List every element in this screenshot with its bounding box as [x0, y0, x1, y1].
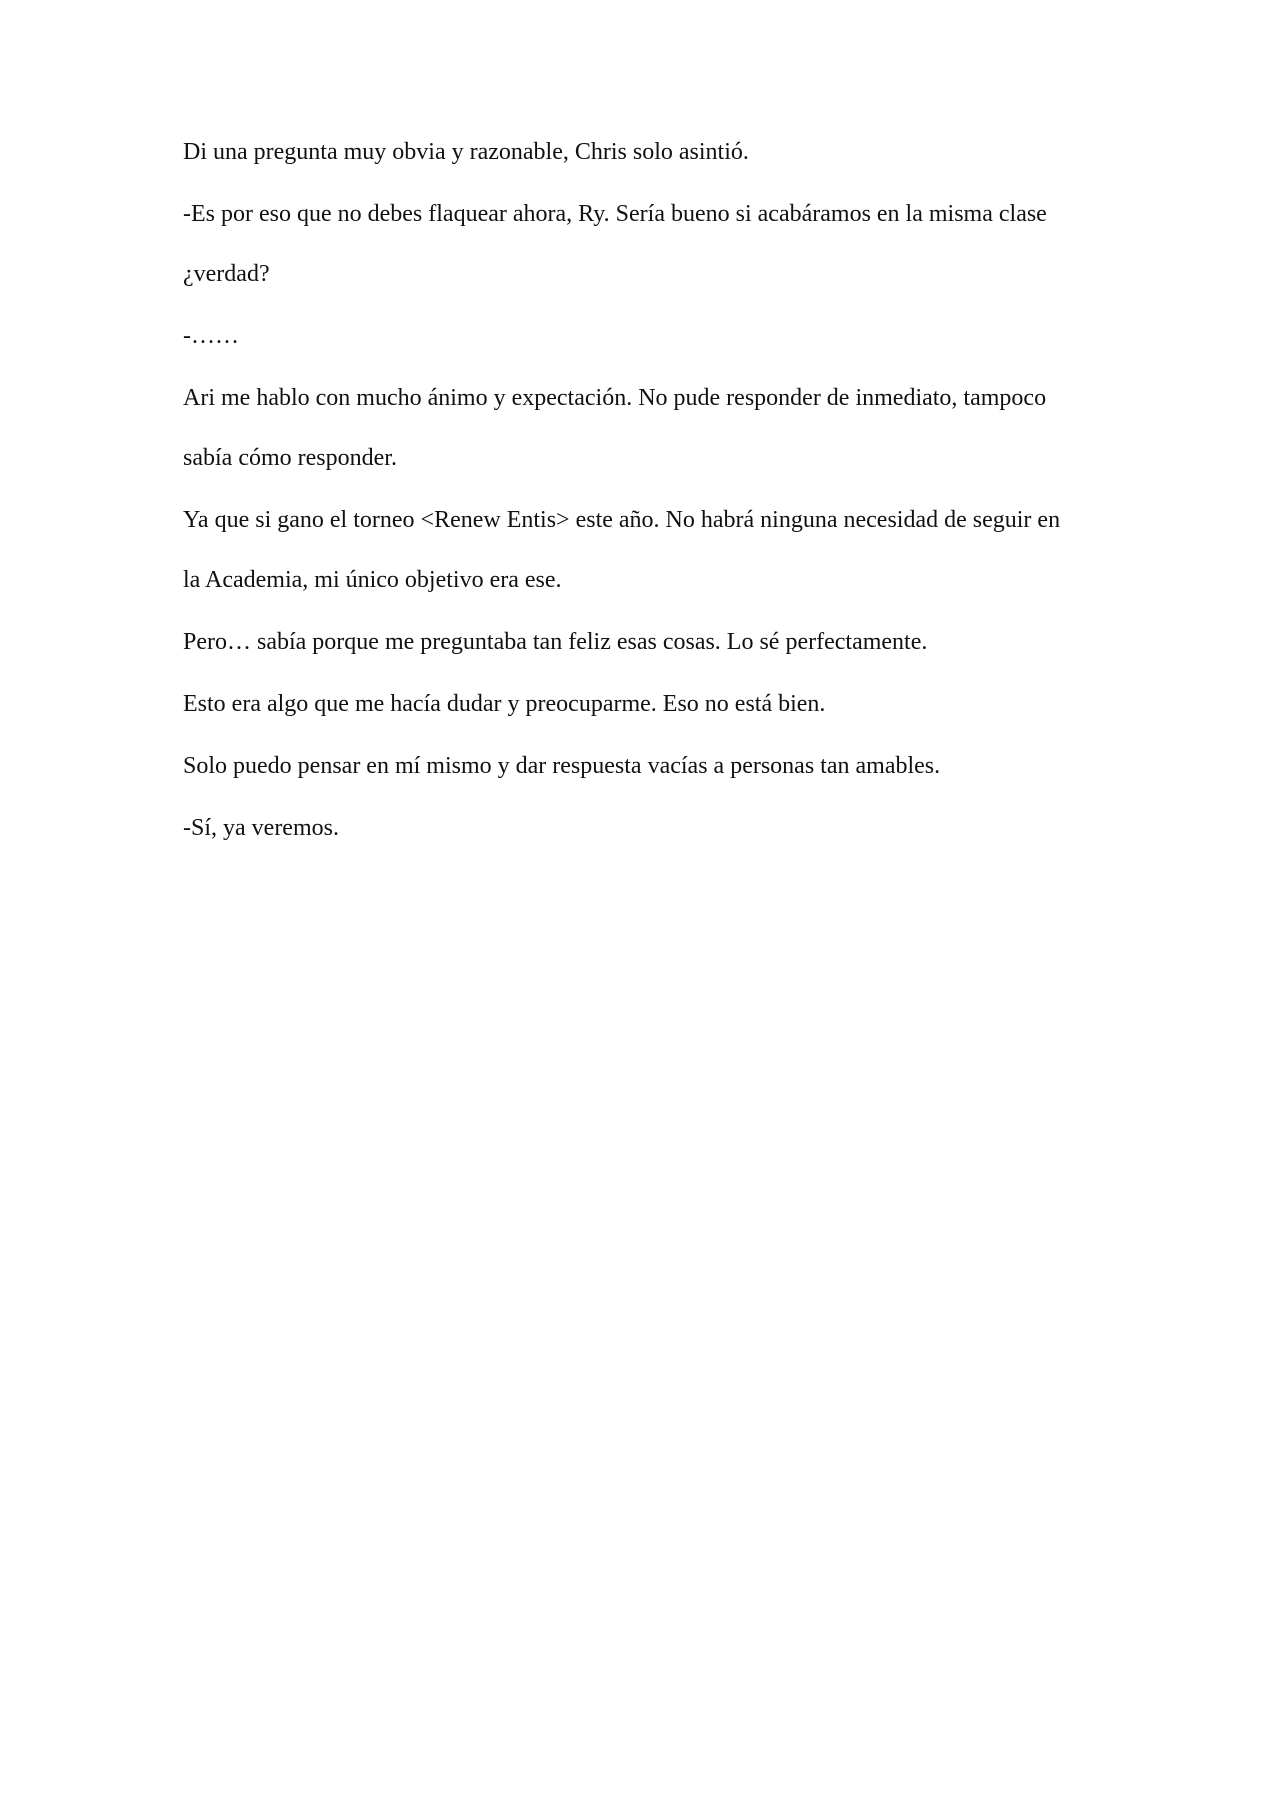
paragraph-9: -Sí, ya veremos.	[183, 815, 339, 841]
document-body	[183, 141, 1083, 879]
paragraph-7: Esto era algo que me hacía dudar y preocuparme. Eso no está bien.	[183, 691, 826, 717]
paragraph-2: -Es por eso que no debes flaquear ahora, Ry. Sería bueno si acabáramos en la misma clase ¿verdad?	[183, 201, 1047, 287]
paragraph-6: Pero… sabía porque me preguntaba tan feliz esas cosas. Lo sé perfectamente.	[183, 629, 928, 655]
paragraph-8: Solo puedo pensar en mí mismo y dar respuesta vacías a personas tan amables.	[183, 753, 941, 779]
paragraph-4: Ari me hablo con mucho ánimo y expectación. No pude responder de inmediato, tampoco sabía cómo responder.	[183, 385, 1047, 471]
paragraph-1: Di una pregunta muy obvia y razonable, Chris solo asintió.	[183, 139, 749, 165]
paragraph-3: -……	[183, 323, 239, 349]
paragraph-5: Ya que si gano el torneo <Renew Entis> este año. No habrá ninguna necesidad de seguir en la Academia, mi único objetivo era ese.	[183, 507, 1061, 593]
